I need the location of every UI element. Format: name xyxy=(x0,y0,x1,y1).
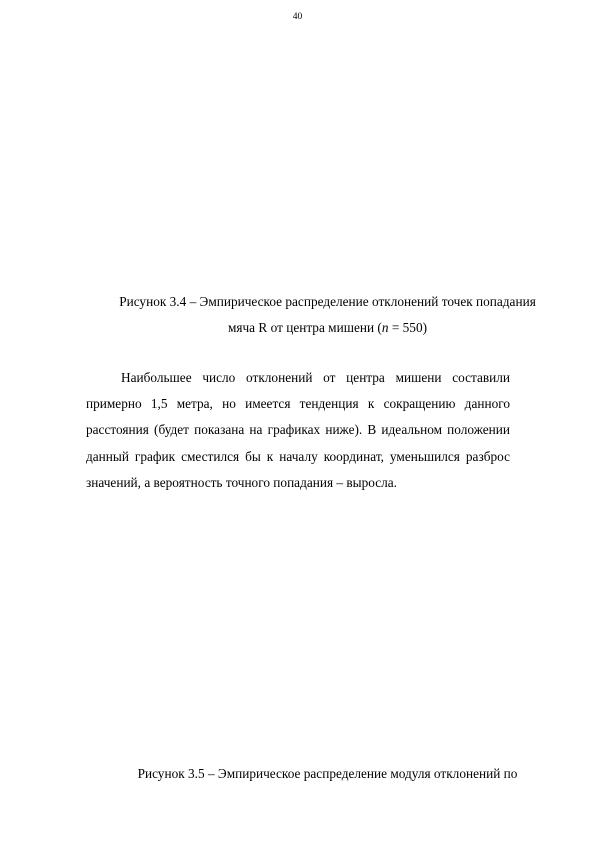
caption-line-2-prefix: мяча R от центра мишени ( xyxy=(227,320,382,335)
sample-size-variable: n xyxy=(381,320,389,335)
figure-3-4-caption-line-2 xyxy=(0,315,595,341)
page-number: 40 xyxy=(292,12,303,22)
figure-3-4-caption-line-1: Рисунок 3.4 – Эмпирическое распределение отклонений точек попадания xyxy=(119,294,536,309)
caption-line-2-suffix: = 550) xyxy=(388,320,428,335)
figure-3-5-caption: Рисунок 3.5 – Эмпирическое распределение модуля отклонений по xyxy=(137,766,518,781)
figure-3-4-caption xyxy=(0,289,595,341)
body-paragraph: Наибольшее число отклонений от центра мишени составили примерно 1,5 метра, но имеется тенденция к сокращению данного расстояния (будет показана на графиках ниже). В идеальном положении данный график сместился бы к началу координат, уменьшился разброс значений, а вероятность точного попадания – выросла. xyxy=(86,370,510,490)
